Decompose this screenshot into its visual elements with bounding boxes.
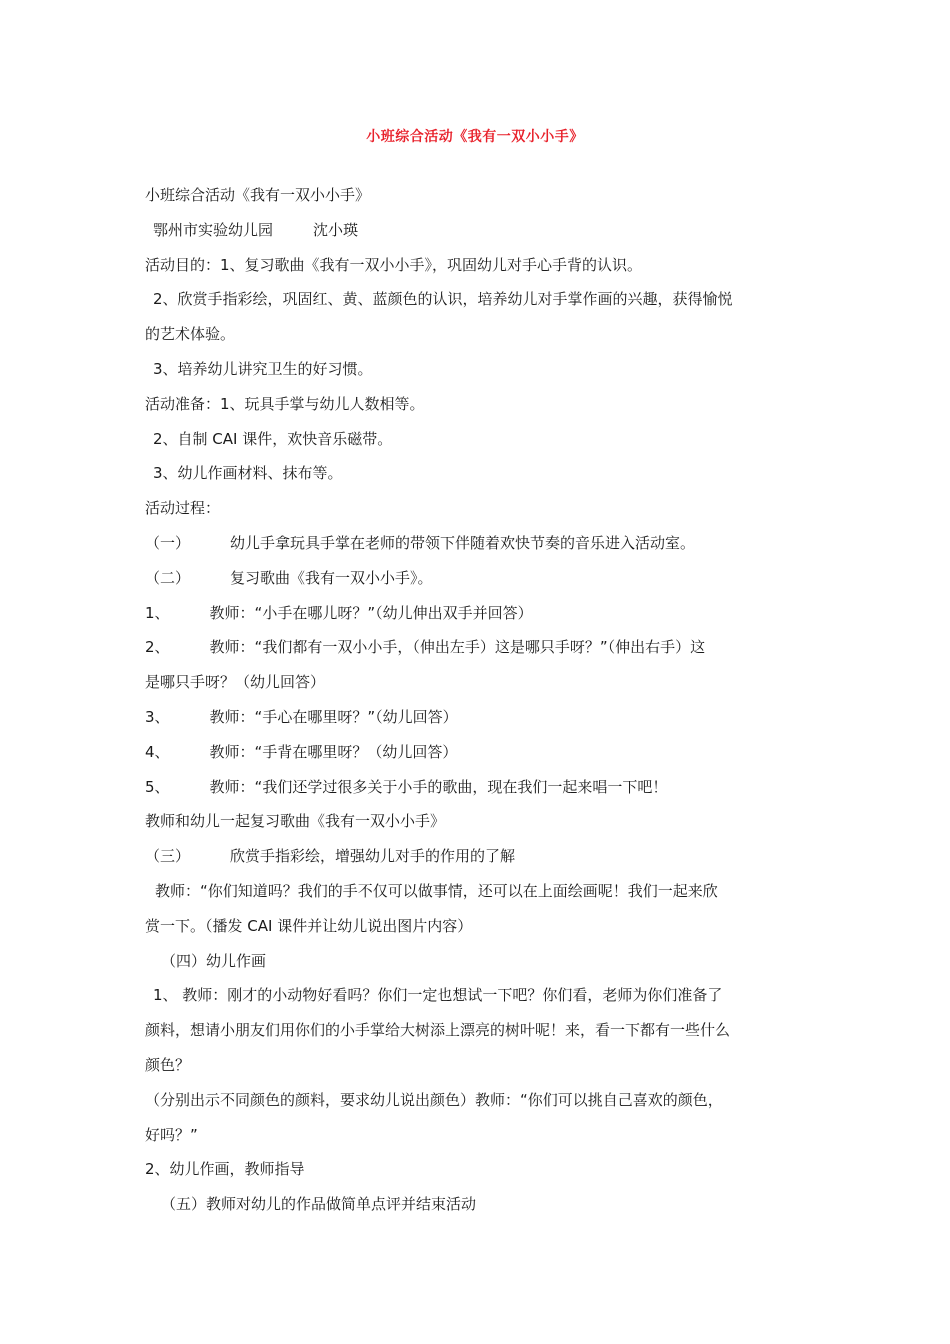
step-4-heading: （四）幼儿作画 [161, 951, 267, 970]
goal-line-2: 2、欣赏手指彩绘，巩固红、黄、蓝颜色的认识，培养幼儿对手掌作画的兴趣，获得愉悦 [153, 290, 733, 309]
item-1-text: 教师：“小手在哪儿呀？”（幼儿伸出双手并回答） [209, 603, 533, 622]
goal-line-3: 3、培养幼儿讲究卫生的好习惯。 [153, 359, 373, 378]
goal-line-1: 活动目的：1、复习歌曲《我有一双小小手》，巩固幼儿对手心手背的认识。 [145, 255, 643, 274]
step-2-text: 复习歌曲《我有一双小小手》。 [230, 568, 433, 587]
step-5-heading: （五）教师对幼儿的作品做简单点评并结束活动 [161, 1195, 477, 1214]
step-3-para-1: 教师：“你们知道吗？我们的手不仅可以做事情，还可以在上面绘画呢！我们一起来欣 [155, 881, 718, 900]
school-name: 鄂州市实验幼儿园 [153, 220, 274, 239]
prep-line-3: 3、幼儿作画材料、抹布等。 [153, 464, 343, 483]
item-4 [145, 735, 815, 770]
item-2 [145, 630, 815, 665]
subtitle-line: 小班综合活动《我有一双小小手》 [145, 186, 371, 204]
step-1-text: 幼儿手拿玩具手掌在老师的带领下伴随着欢快节奏的音乐进入活动室。 [230, 533, 696, 552]
item-2-cont: 是哪只手呀？（幼儿回答） [145, 673, 326, 692]
review-line: 教师和幼儿一起复习歌曲《我有一双小小手》 [145, 812, 446, 831]
item-4-text: 教师：“手背在哪里呀？（幼儿回答） [209, 742, 458, 761]
step-4-para-5: 好吗？” [145, 1125, 198, 1144]
item-1-number: 1、 [145, 603, 170, 622]
item-2-number: 2、 [145, 638, 170, 657]
step-3-text: 欣赏手指彩绘，增强幼儿对手的作用的了解 [230, 847, 516, 866]
step-3-para-2: 赏一下。（播发 CAI 课件并让幼儿说出图片内容） [145, 916, 473, 935]
step-4-para-4: （分别出示不同颜色的颜料，要求幼儿说出颜色）教师：“你们可以挑自己喜欢的颜色， [145, 1090, 723, 1109]
step-4-para-3: 颜色？ [145, 1055, 191, 1074]
item-3-number: 3、 [145, 707, 170, 726]
step-4-item-2: 2、幼儿作画，教师指导 [145, 1160, 305, 1179]
author-line [145, 213, 815, 248]
process-heading: 活动过程： [145, 499, 221, 518]
item-3 [145, 700, 815, 735]
step-2 [145, 561, 815, 596]
item-5-text: 教师：“我们还学过很多关于小手的歌曲，现在我们一起来唱一下吧！ [209, 777, 668, 796]
document-body [145, 178, 815, 1222]
step-1-marker: （一） [145, 533, 191, 552]
step-3 [145, 839, 815, 874]
prep-line-1: 活动准备：1、玩具手掌与幼儿人数相等。 [145, 394, 425, 413]
document-title: 小班综合活动《我有一双小小手》 [366, 129, 584, 145]
item-2-text: 教师：“我们都有一双小小手，（伸出左手）这是哪只手呀？”（伸出右手）这 [209, 638, 706, 657]
step-3-marker: （三） [145, 847, 191, 866]
item-3-text: 教师：“手心在哪里呀？”（幼儿回答） [209, 707, 458, 726]
prep-line-2: 2、自制 CAI 课件，欢快音乐磁带。 [153, 429, 393, 448]
step-2-marker: （二） [145, 568, 191, 587]
item-5 [145, 770, 815, 805]
item-5-number: 5、 [145, 777, 170, 796]
goal-line-2-cont: 的艺术体验。 [145, 325, 236, 344]
item-4-number: 4、 [145, 742, 170, 761]
author-name: 沈小瑛 [313, 220, 359, 239]
step-1 [145, 526, 815, 561]
step-4-para-2: 颜料，想请小朋友们用你们的小手掌给大树添上漂亮的树叶呢！来，看一下都有一些什么 [145, 1021, 731, 1040]
step-4-para-1: 1、 教师：刚才的小动物好看吗？你们一定也想试一下吧？你们看，老师为你们准备了 [153, 986, 723, 1005]
item-1 [145, 596, 815, 631]
